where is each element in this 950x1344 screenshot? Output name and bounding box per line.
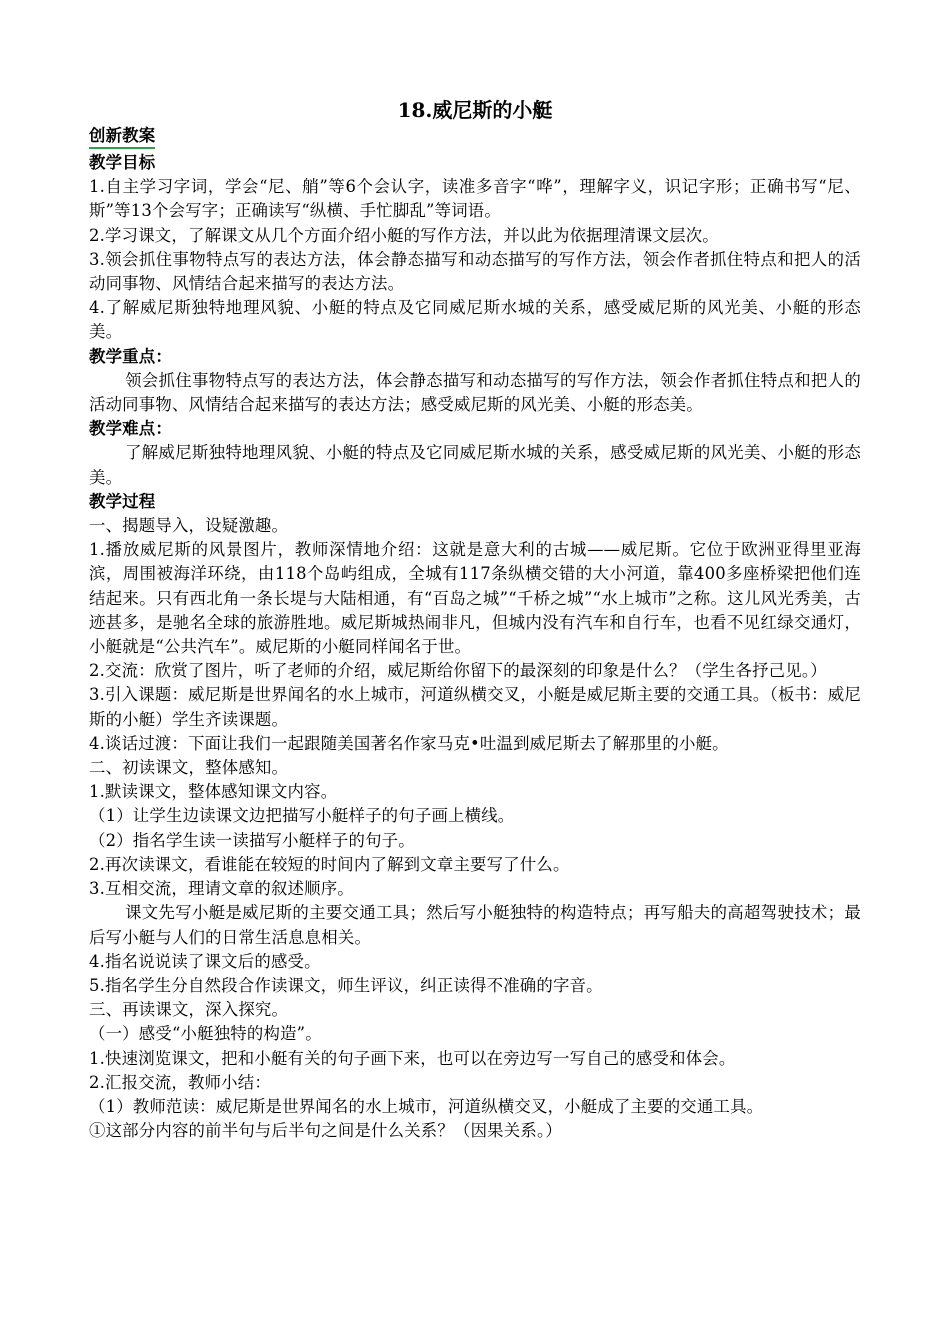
process-paragraph: 2.交流：欣赏了图片，听了老师的介绍，威尼斯给你留下的最深刻的印象是什么？（学生各抒己见。） — [89, 661, 827, 681]
heading-key-points: 教学重点： — [89, 346, 172, 366]
process-paragraph: 3.引入课题：威尼斯是世界闻名的水上城市，河道纵横交叉，小艇是威尼斯主要的交通工具。（板书：威尼斯的小艇）学生齐读课题。 — [89, 685, 861, 729]
process-paragraph: ①这部分内容的前半句与后半句之间是什么关系？（因果关系。） — [89, 1121, 562, 1141]
goal-item: 3.领会抓住事物特点写的表达方法，体会静态描写和动态描写的写作方法，领会作者抓住特点和把人的活动同事物、风情结合起来描写的表达方法。 — [89, 249, 861, 294]
difficulties-text: 了解威尼斯独特地理风貌、小艇的特点及它同威尼斯水城的关系，感受威尼斯的风光美、小艇的形态美。 — [89, 443, 861, 487]
process-section-title: 二、初读课文，整体感知。 — [89, 758, 289, 778]
process-paragraph: （1）教师范读：威尼斯是世界闻名的水上城市，河道纵横交叉，小艇成了主要的交通工具。 — [89, 1096, 764, 1116]
process-paragraph: （一）感受“小艇独特的构造”。 — [89, 1024, 322, 1044]
section-tag: 创新教案 — [89, 125, 155, 149]
process-paragraph: 1.默读课文，整体感知课文内容。 — [89, 782, 338, 802]
process-paragraph: 1.播放威尼斯的风景图片，教师深情地介绍：这就是意大利的古城——威尼斯。它位于欧洲亚得里亚海滨，周围被海洋环绕，由118个岛屿组成，全城有117条纵横交错的大小河道，靠400多座桥梁把他们连结起来。只有西北角一条长堤与大陆相通，有“百岛之城”“千桥之城”“水上城市”之称。这儿风光秀美，古迹甚多，是驰名全球的旅游胜地。威尼斯城热闹非凡，但城内没有汽车和自行车，也看不见红绿交通灯，小艇就是“公共汽车”。威尼斯的小艇同样闻名于世。 — [89, 540, 861, 657]
document-body — [89, 124, 861, 1143]
goal-item: 2.学习课文，了解课文从几个方面介绍小艇的写作方法，并以此为依据理清课文层次。 — [89, 225, 719, 245]
process-paragraph: 2.再次读课文，看谁能在较短的时间内了解到文章主要写了什么。 — [89, 854, 570, 874]
process-paragraph: 课文先写小艇是威尼斯的主要交通工具；然后写小艇独特的构造特点；再写船夫的高超驾驶技术；最后写小艇与人们的日常生活息息相关。 — [89, 903, 861, 947]
process-paragraph: （1）让学生边读课文边把描写小艇样子的句子画上横线。 — [89, 806, 515, 826]
process-paragraph: 4.指名说说读了课文后的感受。 — [89, 951, 321, 971]
process-paragraph: 5.指名学生分自然段合作读课文，师生评议，纠正读得不准确的字音。 — [89, 975, 603, 995]
process-paragraph: 1.快速浏览课文，把和小艇有关的句子画下来，也可以在旁边写一写自己的感受和体会。 — [89, 1048, 736, 1068]
goal-item: 1.自主学习字词，学会“尼、艄”等6个会认字，读准多音字“哗”，理解字义，识记字形；正确书写“尼、斯”等13个会写字；正确读写“纵横、手忙脚乱”等词语。 — [89, 177, 861, 221]
page-title: 18.威尼斯的小艇 — [397, 98, 553, 122]
key-points-text: 领会抓住事物特点写的表达方法，体会静态描写和动态描写的写作方法，领会作者抓住特点和把人的活动同事物、风情结合起来描写的表达方法；感受威尼斯的风光美、小艇的形态美。 — [89, 370, 861, 415]
heading-difficulties: 教学难点： — [89, 419, 172, 439]
process-paragraph: （2）指名学生读一读描写小艇样子的句子。 — [89, 830, 415, 850]
process-paragraph: 2.汇报交流，教师小结： — [89, 1072, 271, 1092]
process-section-title: 一、揭题导入，设疑激趣。 — [89, 516, 289, 536]
process-paragraph: 4.谈话过渡：下面让我们一起跟随美国著名作家马克•吐温到威尼斯去了解那里的小艇。 — [89, 733, 729, 753]
heading-goals: 教学目标 — [89, 153, 156, 172]
process-section-title: 三、再读课文，深入探究。 — [89, 1000, 289, 1020]
heading-process: 教学过程 — [89, 491, 156, 511]
goal-item: 4.了解威尼斯独特地理风貌、小艇的特点及它同威尼斯水城的关系，感受威尼斯的风光美、小艇的形态美。 — [89, 298, 861, 342]
process-paragraph: 3.互相交流，理请文章的叙述顺序。 — [89, 879, 354, 899]
